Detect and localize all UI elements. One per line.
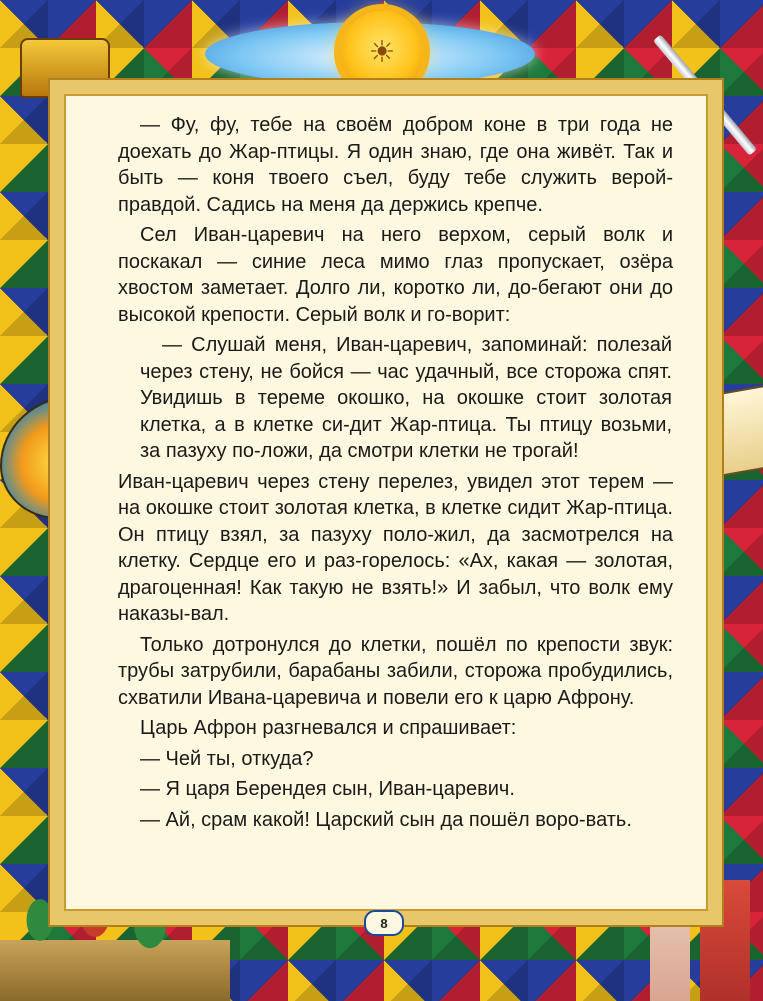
paragraph: Только дотронулся до клетки, пошёл по крепости звук: трубы затрубили, барабаны забили, сторожа пробудились, схватили Ивана-царевича и повели его к царю Афрону. (118, 633, 673, 709)
dialogue-line: — Чей ты, откуда? (140, 747, 314, 770)
story-text (118, 112, 673, 837)
paragraph: Иван-царевич через стену перелез, увидел этот терем — на окошке стоит золотая клетка, в клетке сидит Жар-птица. Он птицу взял, за пазуху поло-жил, да засмотрелся на клетку. Сердце его и раз-горелось: «Ах, какая — золотая, драгоценная! Как такую не взять!» И забыл, что волк ему наказы-вал. (118, 470, 673, 625)
paragraph-quote: — Слушай меня, Иван-царевич, запоминай: полезай через стену, не бойся — час удачный, все сторожа спят. Увидишь в тереме окошко, на окошке стоит золотая клетка, а в клетке си-дит Жар-птица. Ты птицу возьми, за пазуху по-ложи, да смотри клетки не трогай! (140, 334, 672, 462)
dialogue-line: — Я царя Берендея сын, Иван-царевич. (140, 778, 515, 800)
sun-face-icon: ☀ (340, 10, 424, 94)
paragraph: Сел Иван-царевич на него верхом, серый волк и поскакал — синие леса мимо глаз пропускает, озёра хвостом заметает. Долго ли, коротко ли, до-бегают они до высокой крепости. Серый волк и го-ворит: (118, 224, 673, 326)
page-number: 8 (364, 910, 404, 936)
paragraph: — Фу, фу, тебе на своём добром коне в три года не доехать до Жар-птицы. Я один знаю, где она живёт. Так и быть — коня твоего съел, буду тебе служить верой-правдой. Садись на меня да держись крепче. (118, 114, 673, 216)
dialogue-line: — Ай, срам какой! Царский сын да пошёл воро-вать. (140, 808, 632, 831)
paragraph: Царь Афрон разгневался и спрашивает: (140, 717, 517, 739)
